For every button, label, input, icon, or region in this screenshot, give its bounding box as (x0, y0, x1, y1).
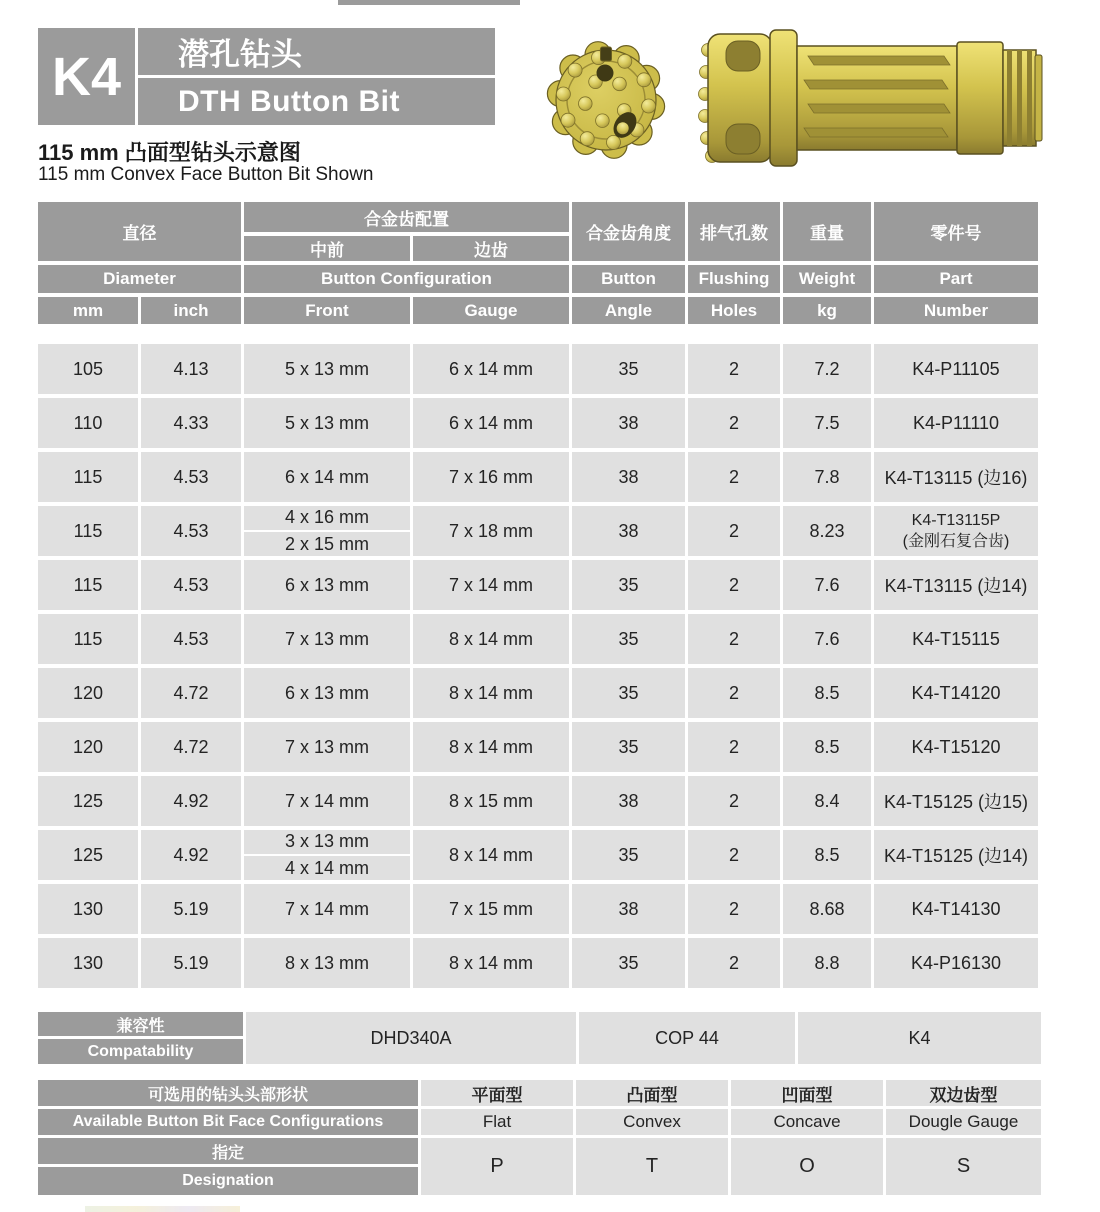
compatibility-section (38, 1012, 1041, 1064)
cell-inch: 5.19 (141, 884, 241, 934)
bit-side-image (692, 28, 1044, 170)
table-row (38, 722, 1038, 772)
table-row (38, 776, 1038, 826)
cell-front: 7 x 14 mm (244, 884, 410, 934)
cell-holes: 2 (688, 398, 780, 448)
face-type-en: Dougle Gauge (886, 1109, 1041, 1135)
cell-part: K4-T15125 (边14) (874, 830, 1038, 880)
cell-angle: 38 (572, 776, 685, 826)
cell-front: 7 x 14 mm (244, 776, 410, 826)
face-type-en: Convex (576, 1109, 728, 1135)
cell-part: K4-P16130 (874, 938, 1038, 988)
cell-angle: 35 (572, 938, 685, 988)
designation-label-en: Designation (38, 1167, 418, 1195)
cell-holes: 2 (688, 938, 780, 988)
cell-front-line2: 2 x 15 mm (284, 534, 370, 554)
cell-inch: 4.53 (141, 452, 241, 502)
designation-code: O (731, 1138, 883, 1195)
compatibility-label-zh: 兼容性 (38, 1012, 243, 1036)
col-header-front-zh: 中前 (244, 236, 410, 261)
cell-holes: 2 (688, 452, 780, 502)
cell-mm: 115 (38, 452, 138, 502)
cell-holes: 2 (688, 722, 780, 772)
cell-angle: 35 (572, 614, 685, 664)
col-header-gauge-zh: 边齿 (413, 236, 569, 261)
face-type-en: Concave (731, 1109, 883, 1135)
face-type-zh: 凸面型 (576, 1080, 728, 1106)
bottom-page-cutoff-logo (85, 1206, 240, 1212)
cell-divider (244, 530, 410, 532)
col-header-flushing-zh: 排气孔数 (688, 202, 780, 261)
image-caption-zh: 115 mm 凸面型钻头示意图 (38, 140, 301, 165)
cell-gauge: 8 x 14 mm (413, 668, 569, 718)
designation-code: P (421, 1138, 573, 1195)
cell-front (244, 506, 410, 556)
cell-weight: 8.8 (783, 938, 871, 988)
cell-weight: 7.8 (783, 452, 871, 502)
col-header-config-zh: 合金齿配置 (244, 202, 569, 232)
cell-front: 8 x 13 mm (244, 938, 410, 988)
table-row (38, 830, 1038, 880)
page-title-zh: 潜孔钻头 (138, 28, 495, 75)
cell-angle: 38 (572, 506, 685, 556)
cell-weight: 8.4 (783, 776, 871, 826)
cell-angle: 35 (572, 344, 685, 394)
table-row (38, 614, 1038, 664)
cell-holes: 2 (688, 830, 780, 880)
cell-gauge: 7 x 14 mm (413, 560, 569, 610)
cell-mm: 120 (38, 722, 138, 772)
cell-inch: 5.19 (141, 938, 241, 988)
face-type-zh: 平面型 (421, 1080, 573, 1106)
cell-part: K4-T14130 (874, 884, 1038, 934)
col-header-gauge-en: Gauge (413, 297, 569, 324)
cell-gauge: 8 x 14 mm (413, 938, 569, 988)
col-header-inch: inch (141, 297, 241, 324)
col-header-flushing-en-bot: Holes (688, 297, 780, 324)
cell-inch: 4.53 (141, 614, 241, 664)
cell-inch: 4.92 (141, 830, 241, 880)
compatibility-label-en: Compatability (38, 1039, 243, 1064)
cell-part (874, 506, 1038, 556)
table-row (38, 938, 1038, 988)
designation-code: S (886, 1138, 1041, 1195)
cell-holes: 2 (688, 776, 780, 826)
cell-front (244, 830, 410, 880)
face-type-en: Flat (421, 1109, 573, 1135)
cell-front: 6 x 14 mm (244, 452, 410, 502)
cell-holes: 2 (688, 560, 780, 610)
cell-holes: 2 (688, 614, 780, 664)
col-header-front-en: Front (244, 297, 410, 324)
col-header-mm: mm (38, 297, 138, 324)
cell-mm: 120 (38, 668, 138, 718)
col-header-weight-zh: 重量 (783, 202, 871, 261)
cell-holes: 2 (688, 884, 780, 934)
cell-weight: 8.5 (783, 722, 871, 772)
cell-front-line1: 4 x 16 mm (284, 507, 370, 527)
table-row (38, 506, 1038, 556)
cell-gauge: 8 x 14 mm (413, 614, 569, 664)
cell-front: 7 x 13 mm (244, 614, 410, 664)
cell-mm: 105 (38, 344, 138, 394)
face-config-label-en: Available Button Bit Face Configurations (38, 1109, 418, 1135)
page-title-en: DTH Button Bit (138, 78, 495, 125)
col-header-angle-zh: 合金齿角度 (572, 202, 685, 261)
cell-part: K4-T15125 (边15) (874, 776, 1038, 826)
cell-part: K4-P11105 (874, 344, 1038, 394)
cell-part: K4-T14120 (874, 668, 1038, 718)
cell-weight: 7.6 (783, 614, 871, 664)
cell-front: 7 x 13 mm (244, 722, 410, 772)
cell-mm: 115 (38, 560, 138, 610)
cell-mm: 115 (38, 506, 138, 556)
cell-inch: 4.53 (141, 560, 241, 610)
cell-part-line2: (金刚石复合齿) (902, 533, 1010, 550)
compatibility-value: DHD340A (246, 1012, 576, 1064)
cell-gauge: 7 x 15 mm (413, 884, 569, 934)
cell-inch: 4.72 (141, 722, 241, 772)
cell-angle: 35 (572, 668, 685, 718)
cell-gauge: 8 x 14 mm (413, 830, 569, 880)
col-header-angle-en-top: Button (572, 265, 685, 293)
cell-weight: 8.23 (783, 506, 871, 556)
table-row (38, 398, 1038, 448)
cell-inch: 4.13 (141, 344, 241, 394)
cell-part: K4-T13115 (边14) (874, 560, 1038, 610)
cell-gauge: 6 x 14 mm (413, 344, 569, 394)
cell-part: K4-P11110 (874, 398, 1038, 448)
cell-front: 5 x 13 mm (244, 398, 410, 448)
table-row (38, 452, 1038, 502)
cell-mm: 130 (38, 938, 138, 988)
cell-mm: 125 (38, 776, 138, 826)
cell-mm: 125 (38, 830, 138, 880)
cell-holes: 2 (688, 668, 780, 718)
cell-part: K4-T15120 (874, 722, 1038, 772)
table-row (38, 344, 1038, 394)
cell-front-line2: 4 x 14 mm (284, 858, 370, 878)
designation-code: T (576, 1138, 728, 1195)
spec-table (35, 198, 1041, 992)
col-header-weight-en-bot: kg (783, 297, 871, 324)
image-caption-en: 115 mm Convex Face Button Bit Shown (38, 164, 374, 185)
compatibility-value: COP 44 (579, 1012, 795, 1064)
face-type-zh: 凹面型 (731, 1080, 883, 1106)
col-header-config-en: Button Configuration (244, 265, 569, 293)
col-header-flushing-en-top: Flushing (688, 265, 780, 293)
cell-weight: 7.5 (783, 398, 871, 448)
col-header-part-en-top: Part (874, 265, 1038, 293)
col-header-diameter-zh: 直径 (38, 202, 241, 261)
cell-angle: 35 (572, 560, 685, 610)
cell-inch: 4.33 (141, 398, 241, 448)
cell-holes: 2 (688, 506, 780, 556)
table-row (38, 884, 1038, 934)
cell-gauge: 6 x 14 mm (413, 398, 569, 448)
cell-front: 5 x 13 mm (244, 344, 410, 394)
cell-gauge: 8 x 15 mm (413, 776, 569, 826)
cell-weight: 7.6 (783, 560, 871, 610)
cell-part: K4-T15115 (874, 614, 1038, 664)
cell-inch: 4.92 (141, 776, 241, 826)
cell-divider (244, 854, 410, 856)
cell-weight: 8.68 (783, 884, 871, 934)
cell-gauge: 7 x 18 mm (413, 506, 569, 556)
cell-part-line1: K4-T13115P (911, 512, 1001, 529)
cell-gauge: 8 x 14 mm (413, 722, 569, 772)
compatibility-value: K4 (798, 1012, 1041, 1064)
cell-holes: 2 (688, 344, 780, 394)
col-header-weight-en-top: Weight (783, 265, 871, 293)
model-badge: K4 (38, 28, 135, 125)
table-row (38, 560, 1038, 610)
cell-mm: 115 (38, 614, 138, 664)
cell-inch: 4.53 (141, 506, 241, 556)
cell-angle: 38 (572, 884, 685, 934)
cell-angle: 35 (572, 722, 685, 772)
cell-inch: 4.72 (141, 668, 241, 718)
cell-mm: 130 (38, 884, 138, 934)
face-config-label-zh: 可选用的钻头头部形状 (38, 1080, 418, 1106)
bit-face-image (541, 26, 671, 174)
cell-front-line1: 3 x 13 mm (284, 831, 370, 851)
cell-front: 6 x 13 mm (244, 668, 410, 718)
cell-angle: 38 (572, 398, 685, 448)
cell-weight: 8.5 (783, 668, 871, 718)
cell-weight: 8.5 (783, 830, 871, 880)
col-header-diameter-en: Diameter (38, 265, 241, 293)
top-page-cutoff-bar (338, 0, 520, 5)
cell-mm: 110 (38, 398, 138, 448)
cell-front: 6 x 13 mm (244, 560, 410, 610)
col-header-angle-en-bot: Angle (572, 297, 685, 324)
cell-angle: 38 (572, 452, 685, 502)
cell-part: K4-T13115 (边16) (874, 452, 1038, 502)
face-type-zh: 双边齿型 (886, 1080, 1041, 1106)
face-config-section (38, 1080, 1041, 1195)
designation-label-zh: 指定 (38, 1138, 418, 1164)
col-header-part-zh: 零件号 (874, 202, 1038, 261)
col-header-part-en-bot: Number (874, 297, 1038, 324)
cell-gauge: 7 x 16 mm (413, 452, 569, 502)
table-row (38, 668, 1038, 718)
cell-weight: 7.2 (783, 344, 871, 394)
cell-angle: 35 (572, 830, 685, 880)
